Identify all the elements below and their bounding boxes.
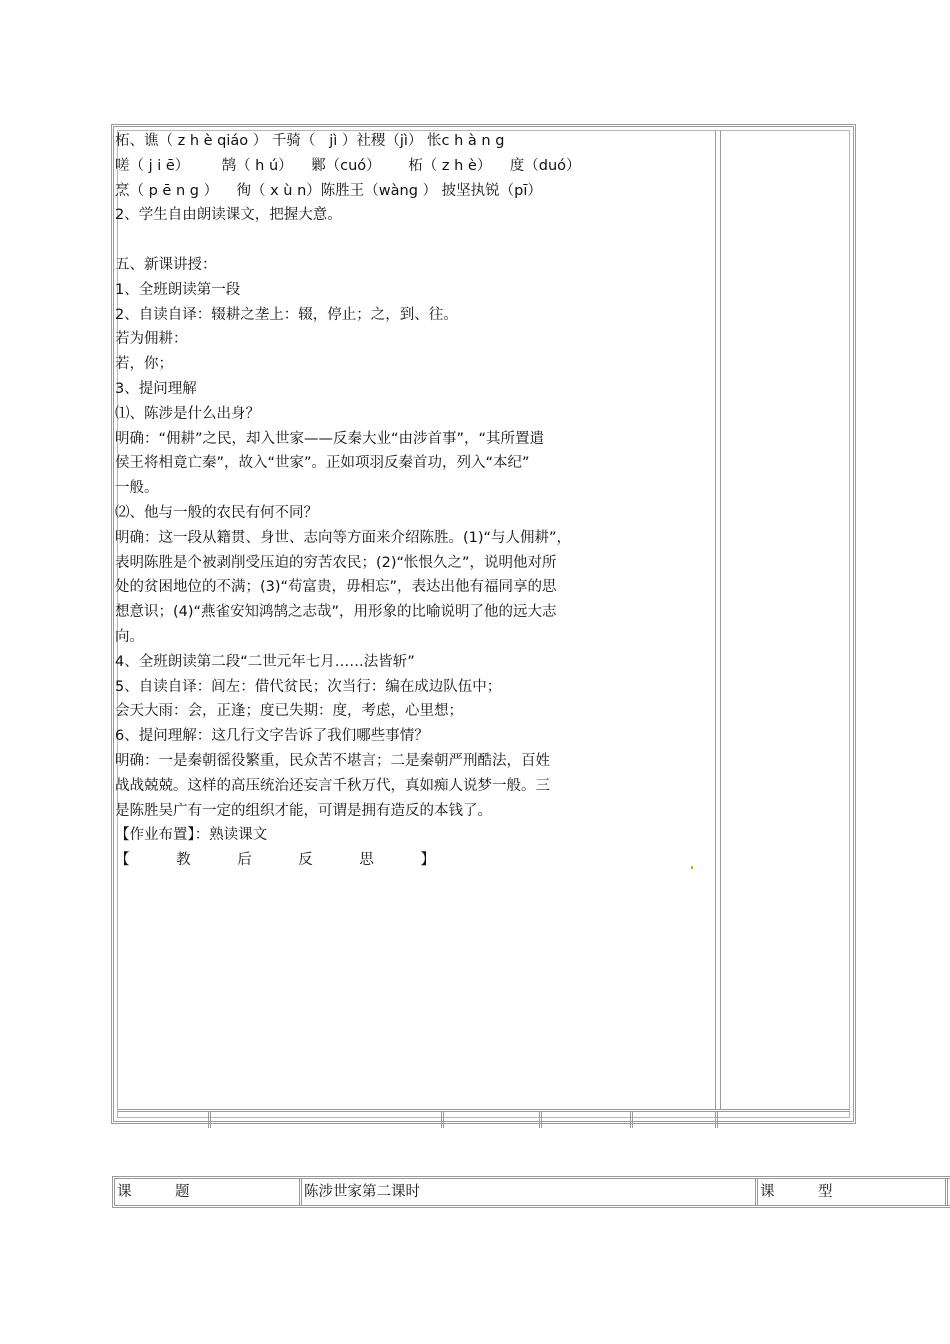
next-lesson-table [112,1176,950,1208]
text-line: 6、提问理解：这几行文字告诉了我们哪些事情？ [115,728,429,745]
text-line: 想意识；(4)“燕雀安知鸿鹄之志哉”，用形象的比喻说明了他的远大志 [115,604,557,621]
topic-label: 课 题 [117,1184,190,1200]
lesson-content [115,129,675,873]
text-line: 2、学生自由朗读课文，把握大意。 [115,207,342,224]
homework-line: 【作业布置】：熟读课文 [115,827,268,844]
text-line: 向。 [115,628,144,645]
reflection-heading [115,848,435,873]
strip-cell [630,1112,633,1128]
reflection-char: 后 [237,852,252,869]
text-line: 明确：这一段从籍贯、身世、志向等方面来介绍陈胜。(1)“与人佣耕”， [115,529,572,546]
text-line: ⑴、陈涉是什么出身？ [115,405,260,422]
column-divider [715,131,721,1109]
bottom-strip [118,1109,849,1128]
text-line: 侯王将相竟亡秦”，故入“世家”。正如项羽反秦首功，列入“本纪” [115,455,530,472]
strip-cell [441,1112,444,1128]
text-line: 会天大雨：会，正逢；度已失期：度，考虑，心里想； [115,703,463,720]
stray-mark [691,866,693,869]
text-line: 柘、谯（ z h è qiáo ） 千骑（ jì ）社稷（jì） 怅c h à n g [115,133,505,149]
text-line: 战战兢兢。这样的高压统治还妄言千秋万代，真如痴人说梦一般。三 [115,777,550,794]
reflection-char: 【 [115,852,130,869]
reflection-char: 思 [359,852,374,869]
text-line: 一般。 [115,480,159,497]
strip-cell [539,1112,542,1128]
text-line: 表明陈胜是个被剥削受压迫的穷苦农民；(2)“怅恨久之”，说明他对所 [115,554,557,571]
strip-cell [208,1112,211,1128]
text-line: 处的贫困地位的不满；(3)“苟富贵，毋相忘”，表达出他有福同享的思 [115,579,557,596]
text-line: 烹（ p ē n g ） 徇（ x ù n）陈胜王（wàng ） 披坚执锐（pī） [115,182,542,199]
strip-cell [715,1112,718,1128]
text-line: ⑵、他与一般的农民有何不同？ [115,504,318,521]
text-line: 4、全班朗读第二段“二世元年七月……法皆斩” [115,653,415,670]
text-line: 若，你； [115,356,173,373]
blank-line [115,228,675,253]
text-line: 若为佣耕： [115,331,188,348]
section-heading: 五、新课讲授： [115,256,217,273]
text-line: 2、自读自译：辍耕之垄上：辍，停止；之，到、往。 [115,306,458,323]
text-line: 3、提问理解 [115,380,197,397]
reflection-char: 教 [176,852,191,869]
text-line: 是陈胜吴广有一定的组织才能，可谓是拥有造反的本钱了。 [115,802,492,819]
type-label: 课 型 [760,1184,833,1200]
text-line: 嗟（ j i ē） 鹄（ h ú） 鄛（cuó） 柘（ z h è） 度（duó） [115,157,581,174]
text-line: 5、自读自译：闾左：借代贫民；次当行：编在成边队伍中； [115,678,502,695]
lesson-title: 陈涉世家第二课时 [304,1184,420,1200]
text-line: 1、全班朗读第一段 [115,281,241,298]
text-line: 明确：“佣耕”之民，却入世家——反秦大业“由涉首事”，“其所置遣 [115,430,545,447]
text-line: 明确：一是秦朝徭役繁重，民众苦不堪言；二是秦朝严刑酷法，百姓 [115,752,550,769]
reflection-char: 反 [298,852,313,869]
cell-separator [945,1179,948,1205]
reflection-char: 】 [420,852,435,869]
